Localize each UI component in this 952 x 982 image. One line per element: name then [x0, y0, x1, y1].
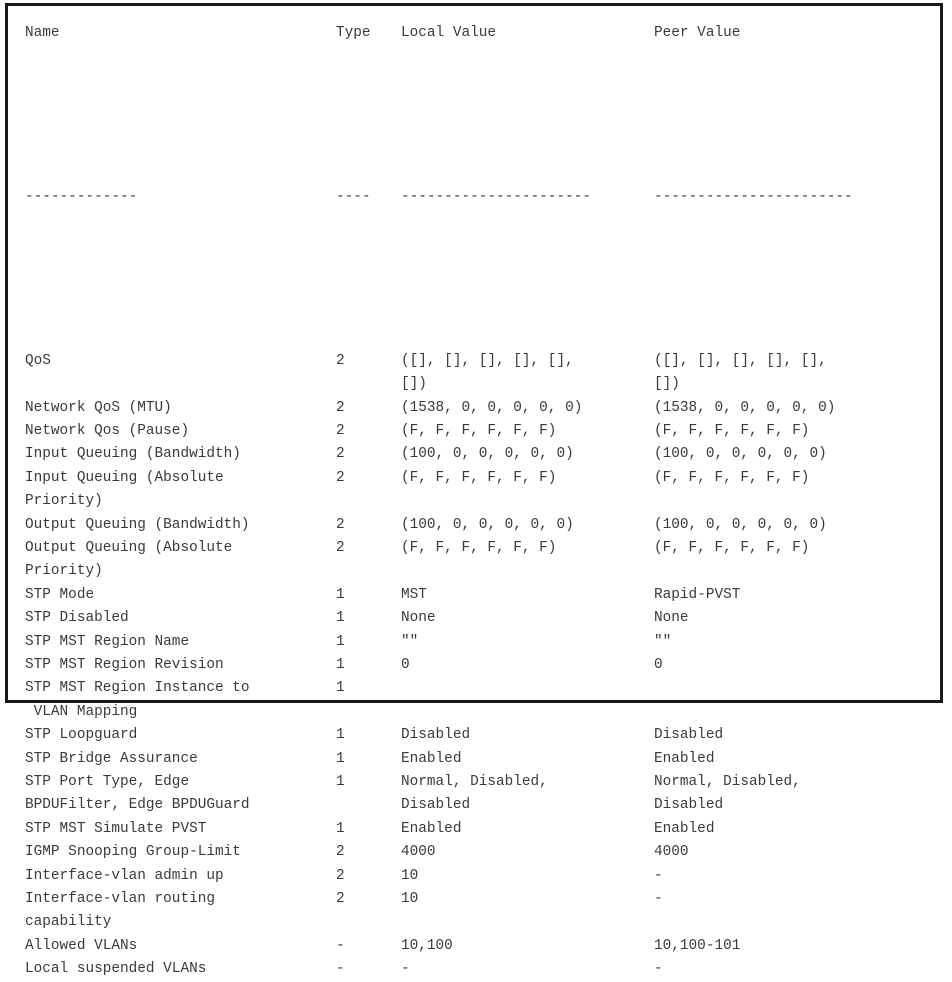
row-name: BPDUFilter, Edge BPDUGuard	[25, 797, 250, 814]
row-local-value: 0	[401, 656, 410, 673]
table-row	[25, 490, 940, 513]
row-local-value: Normal, Disabled,	[401, 774, 548, 790]
table-row	[25, 584, 940, 607]
row-name: STP MST Region Revision	[25, 656, 224, 673]
row-peer-value: -	[654, 867, 663, 884]
table-row	[25, 560, 940, 583]
row-type: 2	[336, 516, 345, 533]
row-peer-value: Enabled	[654, 750, 715, 767]
row-type: 2	[336, 422, 345, 439]
table-row	[25, 467, 940, 490]
row-local-value: 10,100	[401, 937, 453, 954]
row-name: Priority)	[25, 563, 103, 580]
row-peer-value: Disabled	[654, 797, 724, 814]
row-name: Network Qos (Pause)	[25, 422, 190, 439]
row-peer-value: (F, F, F, F, F, F)	[654, 469, 810, 486]
row-name: Input Queuing (Absolute	[25, 469, 224, 486]
row-peer-value: 0	[654, 656, 663, 673]
row-peer-value: (F, F, F, F, F, F)	[654, 422, 810, 439]
row-type: 1	[336, 586, 345, 603]
row-name: Local suspended VLANs	[25, 961, 207, 978]
table-row	[25, 373, 940, 396]
row-peer-value: Normal, Disabled,	[654, 774, 801, 790]
row-local-value: ([], [], [], [], [],	[401, 352, 574, 369]
row-local-value: ""	[401, 633, 419, 650]
table-row	[25, 888, 940, 911]
row-type: 2	[336, 867, 345, 884]
row-local-value: Disabled	[401, 797, 471, 814]
row-peer-value: -	[654, 961, 663, 978]
table-row	[25, 701, 940, 724]
row-local-value: 4000	[401, 844, 436, 861]
row-type: 2	[336, 891, 345, 908]
table-header	[25, 22, 940, 186]
row-type: 1	[336, 610, 345, 627]
table-row	[25, 818, 940, 841]
row-peer-value: ""	[654, 633, 672, 650]
row-name: STP MST Region Name	[25, 633, 190, 650]
row-peer-value: None	[654, 610, 689, 627]
table-row	[25, 724, 940, 747]
row-name: QoS	[25, 352, 51, 369]
screenshot-frame	[5, 3, 943, 978]
row-local-value: None	[401, 610, 436, 627]
row-peer-value: Disabled	[654, 727, 724, 744]
terminal-output	[25, 22, 940, 978]
row-local-value: (100, 0, 0, 0, 0, 0)	[401, 516, 574, 533]
row-type: 1	[336, 633, 345, 650]
row-peer-value: [])	[654, 376, 680, 393]
row-local-value: 10	[401, 891, 419, 908]
row-local-value: Disabled	[401, 727, 471, 744]
row-type: 2	[336, 844, 345, 861]
row-name: Priority)	[25, 493, 103, 510]
table-row	[25, 537, 940, 560]
row-type: 1	[336, 680, 345, 697]
separator-type: ----	[336, 188, 371, 205]
table-separator	[25, 186, 940, 350]
row-local-value: (1538, 0, 0, 0, 0, 0)	[401, 399, 583, 416]
row-local-value: (100, 0, 0, 0, 0, 0)	[401, 446, 574, 463]
row-type: 2	[336, 539, 345, 556]
row-local-value: [])	[401, 376, 427, 393]
table-row	[25, 771, 940, 794]
table-row	[25, 794, 940, 817]
table-row	[25, 443, 940, 466]
row-name: Network QoS (MTU)	[25, 399, 172, 416]
row-name: STP Disabled	[25, 610, 129, 627]
row-local-value: (F, F, F, F, F, F)	[401, 539, 557, 556]
row-type: 1	[336, 727, 345, 744]
row-peer-value: (F, F, F, F, F, F)	[654, 539, 810, 556]
row-peer-value: -	[654, 891, 663, 908]
row-peer-value: (1538, 0, 0, 0, 0, 0)	[654, 399, 836, 416]
header-type: Type	[336, 25, 371, 41]
row-name: STP MST Simulate PVST	[25, 820, 207, 837]
row-type: 2	[336, 352, 345, 369]
table-row	[25, 654, 940, 677]
table-row	[25, 935, 940, 958]
table-row	[25, 397, 940, 420]
row-peer-value: Rapid-PVST	[654, 586, 741, 603]
table-row	[25, 350, 940, 373]
row-type: -	[336, 961, 345, 978]
row-peer-value: Enabled	[654, 820, 715, 837]
table-row	[25, 631, 940, 654]
header-local-value: Local Value	[401, 25, 496, 41]
row-type: 1	[336, 750, 345, 767]
row-name: Interface-vlan admin up	[25, 867, 224, 884]
table-row	[25, 841, 940, 864]
separator-name: -------------	[25, 188, 138, 205]
row-name: STP MST Region Instance to	[25, 680, 250, 697]
row-local-value: MST	[401, 586, 427, 603]
row-name: Output Queuing (Bandwidth)	[25, 516, 250, 533]
row-name: Allowed VLANs	[25, 937, 138, 954]
row-name: capability	[25, 914, 112, 931]
row-name: VLAN Mapping	[25, 703, 138, 720]
row-type: 2	[336, 469, 345, 486]
header-peer-value: Peer Value	[654, 25, 741, 41]
row-local-value: (F, F, F, F, F, F)	[401, 469, 557, 486]
row-type: 1	[336, 656, 345, 673]
row-peer-value: (100, 0, 0, 0, 0, 0)	[654, 516, 827, 533]
row-local-value: 10	[401, 867, 419, 884]
table-row	[25, 958, 940, 981]
table-row	[25, 514, 940, 537]
row-name: Interface-vlan routing	[25, 891, 215, 908]
row-type: -	[336, 937, 345, 954]
row-name: IGMP Snooping Group-Limit	[25, 844, 241, 861]
table-row	[25, 420, 940, 443]
row-type: 2	[336, 399, 345, 416]
row-name: STP Mode	[25, 586, 95, 603]
row-name: STP Loopguard	[25, 727, 138, 744]
row-peer-value: (100, 0, 0, 0, 0, 0)	[654, 446, 827, 463]
row-local-value: (F, F, F, F, F, F)	[401, 422, 557, 439]
table-row	[25, 911, 940, 934]
row-name: Input Queuing (Bandwidth)	[25, 446, 241, 463]
row-local-value: -	[401, 961, 410, 978]
table-row	[25, 748, 940, 771]
row-type: 1	[336, 820, 345, 837]
row-type: 1	[336, 774, 345, 790]
row-local-value: Enabled	[401, 750, 462, 767]
header-name: Name	[25, 25, 60, 41]
row-name: Output Queuing (Absolute	[25, 539, 233, 556]
row-local-value: Enabled	[401, 820, 462, 837]
separator-peer: -----------------------	[654, 188, 853, 205]
table-body	[25, 350, 940, 982]
row-peer-value: ([], [], [], [], [],	[654, 352, 827, 369]
separator-local: ----------------------	[401, 188, 591, 205]
row-type: 2	[336, 446, 345, 463]
row-name: STP Port Type, Edge	[25, 774, 190, 790]
row-peer-value: 10,100-101	[654, 937, 741, 954]
table-row	[25, 607, 940, 630]
table-row	[25, 865, 940, 888]
row-peer-value: 4000	[654, 844, 689, 861]
table-row	[25, 677, 940, 700]
row-name: STP Bridge Assurance	[25, 750, 198, 767]
